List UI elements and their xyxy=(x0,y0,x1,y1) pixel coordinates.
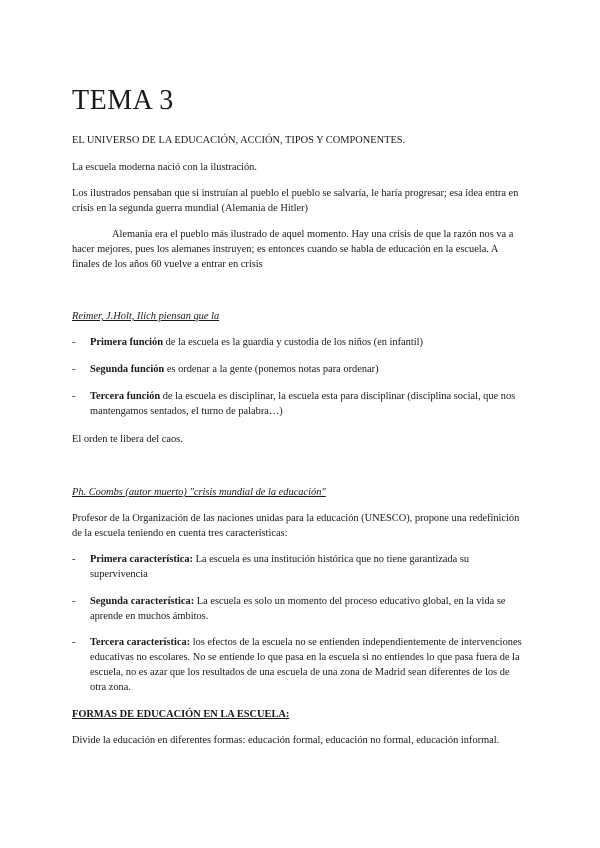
section1-closing: El orden te libera del caos. xyxy=(72,434,183,445)
list-item-bold: Segunda característica: xyxy=(90,596,195,607)
document-title: TEMA 3 xyxy=(72,85,174,116)
paragraph-3: Alemania era el pueblo más ilustrado de aquel momento. Hay una crisis de que la razón nos va a hacer mejores, pues los alemanes instruyen; es entonces cuando se habla de educación en la escuela. A finales de los años 60 vuelve a entrar en crisis xyxy=(72,229,514,270)
list-item-bold: Primera función xyxy=(90,337,164,348)
list-item-text xyxy=(90,594,528,624)
list-item-text xyxy=(90,635,528,695)
list-item xyxy=(72,552,528,584)
list-item-bold: Tercera característica: xyxy=(90,637,191,648)
list-item-text xyxy=(90,335,528,350)
list-bullet: - xyxy=(72,364,76,375)
paragraph-2: Los ilustrados pensaban que si instruían al pueblo el pueblo se salvaría, le haría progresar; esa idea entra en crisis en la segunda guerra mundial (Alemania de Hitler) xyxy=(72,188,519,214)
list-bullet: - xyxy=(72,337,76,348)
section3-heading: FORMAS DE EDUCACIÓN EN LA ESCUELA: xyxy=(72,709,290,720)
list-item xyxy=(72,335,528,351)
section3-text: Divide la educación en diferentes formas: educación formal, educación no formal, educación informal. xyxy=(72,735,500,746)
list-item xyxy=(72,635,528,697)
list-item xyxy=(72,389,528,421)
list-item-text xyxy=(90,552,528,582)
list-item-bold: Tercera función xyxy=(90,391,161,402)
list-item-rest: de la escuela es la guardia y custodia de los niños (en infantil) xyxy=(163,337,423,348)
list-item-bold: Primera característica: xyxy=(90,554,193,565)
list-item-text xyxy=(90,362,528,377)
paragraph-1: La escuela moderna nació con la ilustración. xyxy=(72,162,257,173)
list-item-rest: La escuela es solo un momento del proceso educativo global, en la vida se aprende en muchos ámbitos. xyxy=(90,596,506,622)
list-bullet: - xyxy=(72,554,76,565)
section1-heading: Reimer, J.Holt, Ilich piensan que la xyxy=(72,311,220,322)
section2-heading: Ph. Coombs (autor muerto) "crisis mundial de la educación" xyxy=(72,487,326,498)
list-item-rest: La escuela es una institución histórica que no tiene garantizada su supervivencia xyxy=(90,554,470,580)
list-item-rest: es ordenar a la gente (ponemos notas para ordenar) xyxy=(164,364,379,375)
section-heading: EL UNIVERSO DE LA EDUCACIÓN, ACCIÓN, TIPOS Y COMPONENTES. xyxy=(72,135,406,146)
list-bullet: - xyxy=(72,637,76,648)
list-item-text xyxy=(90,389,528,419)
section2-intro: Profesor de la Organización de las naciones unidas para la educación (UNESCO), propone una redefinición de la escuela teniendo en cuenta tres características: xyxy=(72,513,520,539)
list-item xyxy=(72,362,528,378)
list-item-rest: de la escuela es disciplinar, la escuela esta para disciplinar (disciplina social, que nos mantengamos sentados, el turno de palabra…) xyxy=(90,391,516,417)
list-item-rest: los efectos de la escuela no se entienden independientemente de intervenciones educativas no escolares. No se entiende lo que pasa en la escuela si no entiendes lo que pasa fuera de la escuela, no es azar que los resultados de una escuela de una zona de Madrid sean diferentes de los de otra zona. xyxy=(90,637,522,693)
list-item xyxy=(72,594,528,626)
list-item-bold: Segunda función xyxy=(90,364,165,375)
list-bullet: - xyxy=(72,596,76,607)
list-bullet: - xyxy=(72,391,76,402)
